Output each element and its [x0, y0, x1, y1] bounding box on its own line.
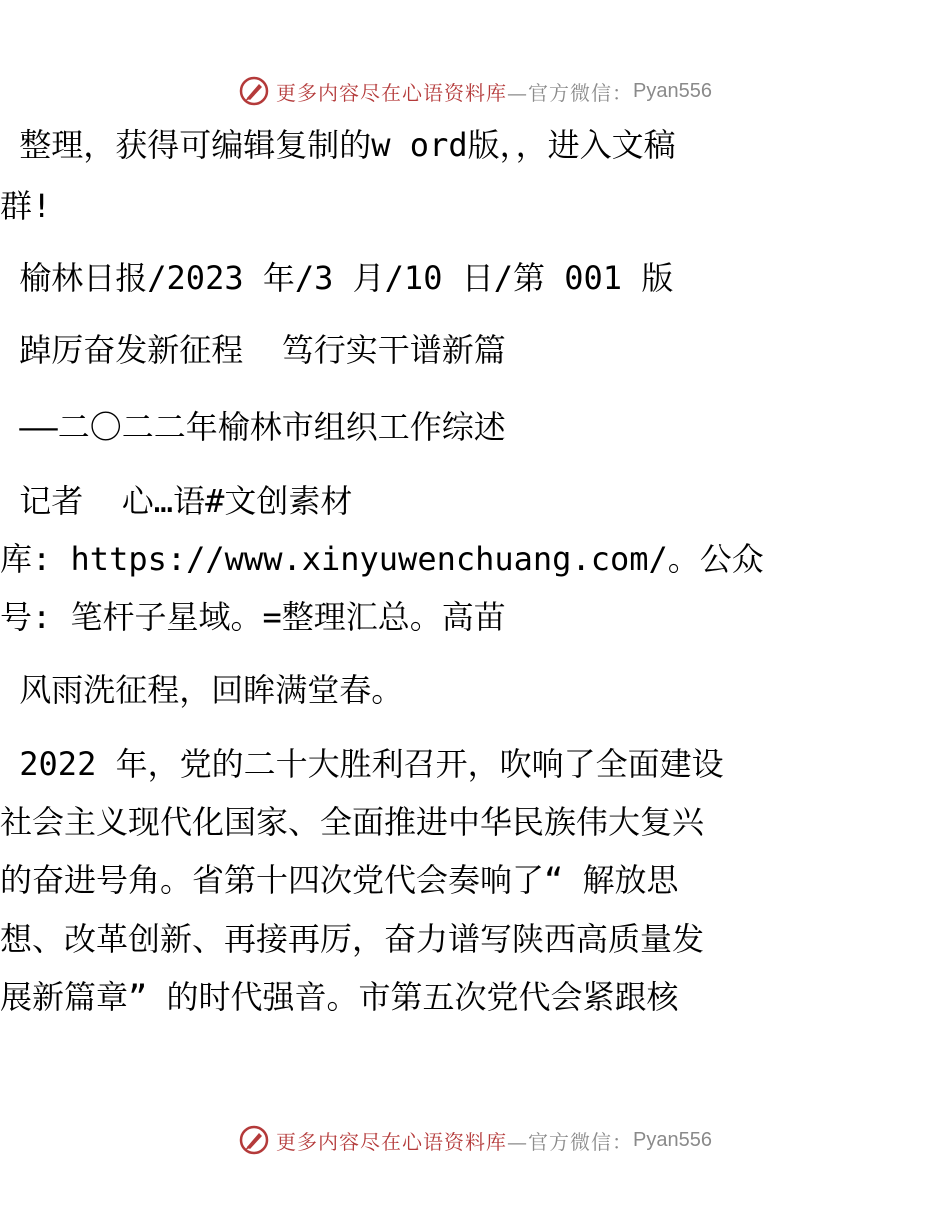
body-text-line: 展新篇章” 的时代强音。市第五次党代会紧跟核: [0, 978, 679, 1016]
body-text-line: 的奋进号角。省第十四次党代会奏响了“ 解放思: [0, 861, 679, 899]
article-subtitle: ——二〇二二年榆林市组织工作综述: [0, 408, 506, 446]
article-title: 踔厉奋发新征程 笃行实干谱新篇: [0, 331, 506, 369]
body-text-line: 想、改革创新、再接再厉，奋力谱写陕西高质量发: [0, 920, 705, 958]
dateline: 榆林日报/2023 年/3 月/10 日/第 001 版: [0, 259, 674, 297]
byline: 记者 心…语#文创素材: [0, 482, 353, 520]
footer-watermark-banner: [0, 1120, 950, 1160]
body-text-line: 社会主义现代化国家、全面推进中华民族伟大复兴: [0, 803, 705, 841]
body-text-line: 库: https://www.xinyuwenchuang.com/。公众: [0, 540, 764, 578]
body-text-line: 群!: [0, 187, 52, 225]
body-text-line: 风雨洗征程，回眸满堂春。: [0, 671, 404, 709]
pen-logo-icon: [238, 1124, 270, 1156]
body-text-line: 2022 年，党的二十大胜利召开，吹响了全面建设: [0, 745, 724, 783]
banner-wechat-id: Pyan556: [633, 79, 712, 102]
banner-title: 更多内容尽在心语资料库: [276, 80, 508, 105]
banner-wechat-label: —官方微信：: [507, 80, 634, 105]
banner-wechat-label: —官方微信：: [507, 1129, 634, 1154]
pen-logo-icon: [238, 75, 270, 107]
banner-wechat-id: Pyan556: [633, 1128, 712, 1151]
body-text-line: 号: 笔杆子星域。=整理汇总。高苗: [0, 598, 506, 636]
body-text-line: 整理，获得可编辑复制的w ord版，，进入文稿: [0, 126, 676, 164]
banner-title: 更多内容尽在心语资料库: [276, 1129, 508, 1154]
header-watermark-banner: [0, 71, 950, 111]
